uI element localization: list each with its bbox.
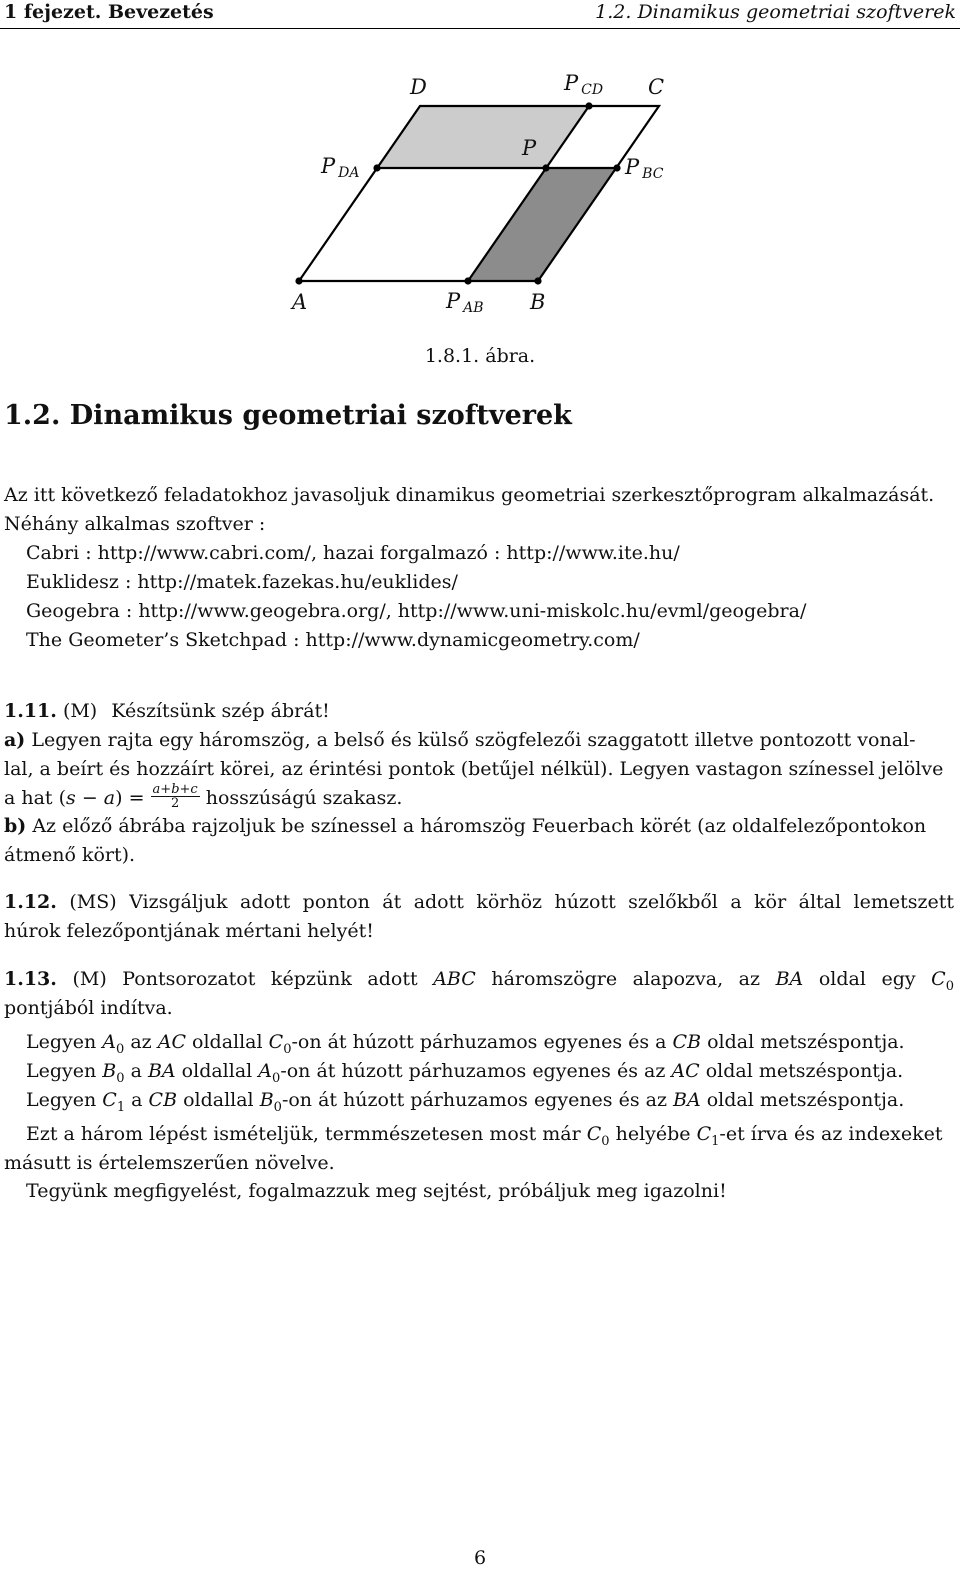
exercise-1-13-line-1: 1.13. (M) Pontsorozatot képzünk adott ABC háromszögre alapozva, az BA oldal egy $C_0$ [4,968,954,994]
semiperimeter-fraction: $\frac{a+b+c}{2}$ [152,781,198,811]
lower-right-shaded-region [468,168,617,281]
part-a-text: Legyen rajta egy háromszög, a belső és külső szögfelezői szaggatott illetve pontozott vonal- [31,729,916,751]
software-sketchpad: The Geometer’s Sketchpad : http://www.dynamicgeometry.com/ [26,629,640,651]
software-euklidesz: Euklidesz : http://matek.fazekas.hu/euklides/ [26,571,458,593]
software-cabri: Cabri : http://www.cabri.com/, hazai forgalmazó : http://www.ite.hu/ [26,542,680,564]
intro-line-1: Az itt következő feladatokhoz javasoljuk dinamikus geometriai szerkesztőprogram alkalmazását. [4,484,935,506]
point-a [295,277,302,284]
label-pbc: PBC [625,155,664,182]
header-rule [0,28,960,29]
upper-left-shaded-region [377,106,589,168]
label-b: B [530,290,546,314]
label-pab: PAB [446,289,484,316]
label-a: A [292,290,308,314]
page-number: 6 [473,1547,487,1569]
part-b-label: b) [4,815,27,837]
label-p: P [522,136,537,160]
label-c: C [648,75,665,99]
exercise-number: 1.11. [4,700,57,722]
software-geogebra: Geogebra : http://www.geogebra.org/, http://www.uni-miskolc.hu/evml/geogebra/ [26,600,807,622]
exercise-1-13-line-2: pontjából indítva. [4,997,173,1019]
section-header: 1.2. Dinamikus geometriai szoftverek [595,1,956,23]
exercise-1-11-b-line-1 [4,812,954,840]
exercise-1-11-heading [4,697,954,725]
chapter-header: 1 fejezet. Bevezetés [4,1,214,23]
exercise-1-13-step-2: Legyen $B_0$ a BA oldallal $A_0-on$ át húzott párhuzamos egyenes és az AC oldal metszéspontja. [26,1060,904,1086]
part-b-text: Az előző ábrába rajzoljuk be színessel a háromszög Feuerbach körét (az oldalfelezőpontokon [32,815,927,837]
exercise-1-12-line-2: húrok felezőpontjának mértani helyét! [4,920,374,942]
section-title: 1.2. Dinamikus geometriai szoftverek [4,400,572,431]
exercise-1-11-a-line-2: lal, a beírt és hozzáírt körei, az érintési pontok (betűjel nélkül). Legyen vastagon színessel jelölve [4,758,944,780]
label-pda: PDA [321,154,360,181]
point-pbc [613,164,620,171]
parallelogram-figure [0,60,960,330]
point-pab [464,277,471,284]
exercise-1-11-a-line-3: a hat (s − a) = $\frac{a+b+c}{2}$ hosszúságú szakasz. [4,781,403,811]
label-d: D [410,75,427,99]
exercise-1-13-step-1: Legyen $A_0$ az AC oldallal $C_0-on$ át húzott párhuzamos egyenes és a CB oldal metszéspontja. [26,1031,905,1057]
exercise-1-13-step-3: Legyen $C_1$ a CB oldallal $B_0-on$ át húzott párhuzamos egyenes és az BA oldal metszéspontja. [26,1089,905,1115]
point-pcd [585,102,592,109]
exercise-1-12-line-1: 1.12. (MS) Vizsgáljuk adott ponton át adott körhöz húzott szelőkből a kör által lemetszett [4,891,955,913]
point-p [542,164,549,171]
point-b [534,277,541,284]
part-a-label: a) [4,729,26,751]
exercise-1-13-repeat-line-1: Ezt a három lépést ismételjük, termmészetesen most már $C_0$ helyébe $C_1-et$ írva és az indexeket [26,1123,943,1149]
figure-caption: 1.8.1. ábra. [424,345,536,367]
intro-line-2: Néhány alkalmas szoftver : [4,513,266,535]
label-pcd: PCD [564,71,604,98]
exercise-1-13-repeat-line-2: másutt is értelemszerűen növelve. [4,1152,335,1174]
exercise-1-13-final: Tegyünk megfigyelést, fogalmazzuk meg sejtést, próbáljuk meg igazolni! [26,1180,727,1202]
exercise-1-11-b-line-2: átmenő kört). [4,844,136,866]
exercise-tag: (M) [62,700,98,722]
exercise-title: Készítsünk szép ábrát! [111,700,330,722]
exercise-1-11-a-line-1 [4,726,954,754]
point-pda [373,164,380,171]
